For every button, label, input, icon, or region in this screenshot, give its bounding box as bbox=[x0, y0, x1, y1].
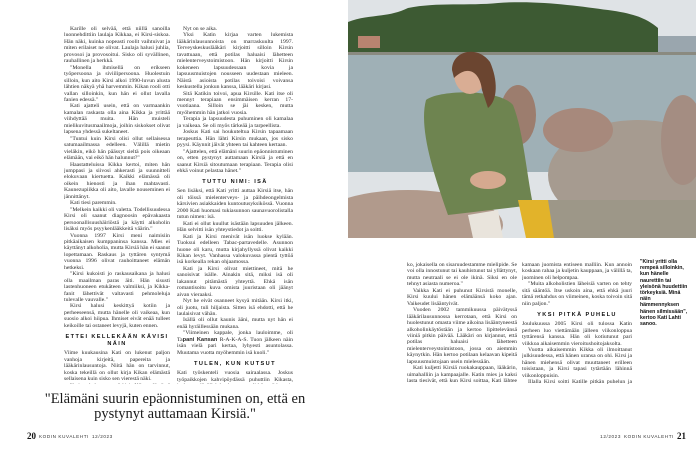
body-paragraph: Kati tiesi paremmin. bbox=[70, 200, 117, 207]
right-footer bbox=[600, 431, 686, 441]
body-paragraph: Yksi Katin kirjaa varten lukemista lääkärinlausunnoista on marraskuulta 1997. Terveyskeskuslääkäri kirjoitti silloin Kirsin tavattuaan, että potilas haluaisi lähetteen mielenterveystoimistoon. Hän kirjoitti Kirsin kokeneen lapsuudessaan kovia ja lapsuusmuistojen nousseen uudestaan mieleen. Näistä asioista potilas toivoisi voivansa keskustella jonkun kanssa, lääkäri kirjasi. bbox=[177, 32, 293, 91]
body-paragraph: "Monella ihmisellä on erikseen työpersoona ja siviilipersoona. Huolestuin silloin, kun aito Kirsi alkoi 1990-luvun alusta lähtien näkyä yhä harvemmin. Kikan rooli otti vallan silloinkin, kun hän ei ollut lavalla fanien edessä." bbox=[64, 64, 170, 103]
body-paragraph: Isällä oli ollut kaunis ääni, mutta nyt hän ei enää hyräillessään mukana. bbox=[177, 317, 293, 330]
body-paragraph: Terapia ja lapsuudesta puhuminen oli kamalaa ja vaikeaa. Se oli myös tärkeää ja tarpeellista. bbox=[177, 116, 293, 129]
section-subheading: YKSI PITKÄ PUHELU bbox=[537, 312, 617, 319]
photo-house bbox=[358, 36, 380, 48]
body-paragraph: Viime kuukausina Kati on lukenut paljon vanhoja kirjeitä, papereita ja lääkärinlausuntoja. Niitä hän on tarvinnut, koska tekeillä on ollut kirja Kikan elämästä sellaisena kuin sisko sen vierestä näki. bbox=[64, 350, 170, 383]
body-paragraph: Kati kuljetti Kirsiä ruokakauppaan, lääkärin, uimahalliin ja kampaajalle. Katin mies ja kaksi lasta tiesivät, että kun Kirsi soittaa, Kati lähtee bbox=[407, 365, 517, 385]
left-column-2 bbox=[177, 26, 293, 384]
section-subheading: TUTTU NIMI: ISÄ bbox=[202, 179, 268, 186]
page-number: 21 bbox=[677, 431, 686, 441]
body-paragraph: Kati ja Kirsi menivät isän luokse kylään. Tuoksui edelleen Tabac-partavedelle. Asunnon huone oli karu, mutta kirjahyllyssä olivat kaikki Kikan levyt. Vanhassa valokuvassa pientä tyttöä isä korkealla rekan ohjaamossa. bbox=[177, 233, 293, 266]
body-paragraph: Kirsi halusi keskittyä kotiin ja perheeseensä, mutta hänelle oli vaikeaa, kun suosio alkoi hiipua. Ihmiset eivät enää tulleet keikoille tai ostaneet levyjä, kuten ennen. bbox=[64, 303, 170, 329]
body-paragraph bbox=[64, 383, 170, 384]
section-subheading: TULEN, KUN KUTSUT bbox=[194, 361, 276, 368]
body-paragraph: Kati ja Kirsi olivat miettineet, mitä he sanoisivat isälle. Ainakin sitä, miksi isä oli lakannut pitämästä yhteyttä. Ehkä isän romantisoitu kuva omista juuristaan oli jäänyt aivan vieraaksi. bbox=[177, 265, 293, 298]
body-paragraph: "Tuntui kuin Kirsi olisi ollut sellaisessa satumaailmassa edelleen. Välillä mietin vieläkin, eikö hän päässyt sieltä pois oikeaan elämään, vai eikö hän halunnut?" bbox=[64, 135, 170, 162]
body-paragraph: Kati ei ollut kuullut isästään lapsuuden jälkeen. Hän selvitti isän yhteystiedot ja soitti. bbox=[177, 220, 293, 234]
issue-number: 12/2023 bbox=[600, 433, 621, 439]
section-subheading: ETTEI KELLEKÄÄN KÄVISI NÄIN bbox=[65, 334, 169, 348]
photo-buildings bbox=[658, 36, 696, 52]
body-paragraph: Kati työskenteli vuosia sairaalassa. Joskus työpaikkojen kahvipöydässä puhuttiin Kikasta, bbox=[177, 370, 293, 383]
body-paragraph: Karille oli selvää, että niillä sanoilla luonnehdittiin laulaja Kikkaa, ei Kirsi-siskoa. Hän näki, kuinka nopeasti roolit vaihtuivat ja miten erilaiset ne olivat. Laulaja halusi juhlia, provosoi ja provosoitui. Sisko oli syvällinen, rauhallinen ja herkkä. bbox=[64, 26, 170, 65]
body-paragraph: Sitä Katikin toivoi, apua Kirsille. Kati itse oli mennyt terapiaan ensimmäisen kerran 17-vuotiaana. Silloin se jäi kesken, mutta myöhemmin hän jatkoi vuosia. bbox=[177, 90, 293, 116]
right-column-2 bbox=[522, 262, 632, 385]
body-paragraph: "Muita alkoholistien läheisiä varten on tehty sitä sääntöä. Itse uskoin aina, että ehkä juuri tämä retkahdus on viimeinen, koska toivoin sitä niin paljon." bbox=[522, 281, 632, 307]
body-paragraph: "Kirsi kukoisti jo raskausaikana ja halusi olla maailman paras äiti. Hän sisusti lastenhuoneen etukäteen valmiiksi, ja Kikka-fanit lähettivät valtavasti pehmoleluja tulevalle vauvalle." bbox=[64, 271, 170, 304]
body-paragraph: Illalla Kirsi soitti Katille pitkän puhelun ja bbox=[528, 379, 632, 385]
body-paragraph bbox=[177, 330, 293, 356]
body-paragraph: "Ajattelen, että elämäni suurin epäonnistuminen on, etten pystynyt auttamaan Kirsiä ja että en saanut Kirsiä sitoutumaan terapiaan. Terapia olisi ehkä voinut pelastaa hänet." bbox=[177, 148, 293, 174]
body-paragraph: Vaikka Kati ei puhunut Kirsistä monelle, Kirsi kuului hänen elämäänsä koko ajan. Vaikeudet lisääntyivät. bbox=[407, 287, 517, 307]
magazine-name: KODIN KUVALEHTI bbox=[39, 433, 90, 439]
body-paragraph: Sen lisäksi, että Kati yritti auttaa Kirsiä itse, hän oli töissä mielenterveys- ja päihdeongelmista kärsivien asiakkaiden kuntoutusyksikössä. Vuonna 2000 Kati huomasi tukiasunnon saunavuorolistalla tutun nimen: isä. bbox=[177, 188, 293, 221]
text-segment: R-A-K-A-S. Tuon jälkeen näin isän vielä pari kertaa, lyhyesti asuntolassa. Muutama vuotta myöhemmin isä kuoli." bbox=[177, 336, 293, 356]
body-paragraph: Haastatteluissa Kikka kertoi, miten hän jumppasi ja siivosi ahkerasti ja suunnitteli elokuvaan kiertuetta. Kaikki elämässä oli oikein hienosti ja ihan mahtavasti. Kaunezupiikka oli aito, lavalle nouseminen ei jännittänyt. bbox=[64, 161, 170, 200]
body-paragraph: Vuonna 1997 Kirsi meni naimisiin pitkäaikaisen kumppaninsa kanssa. Mies ei käyttänyt alkoholia, mutta Kirsiä hän ei saanut lopettamaan. Raskaus ja tyttären syntymä vuonna 1996 olivat rauhoittaneet elämän hetkeksi. bbox=[64, 232, 170, 271]
body-paragraph: Vuoden 2002 tammikuussa päivätyssä lääkärilausunnossa kerrotaan, että Kirsi on huolestunut omasta viime aikoina lisääntyneestä alkoholinkäytöstään ja kertoo lipittelevänsä viiniä pitkin päivää. Lääkäri on kirjannut, että potilas haluaisi lähetteen mielenterveystoimistoon, jossa on aiemmin käynytkin. Hän kertoo potilaan kelaavan kipeitä lapsuusmuistojaan usein mielessään. bbox=[407, 307, 517, 365]
magazine-name: KODIN KUVALEHTI bbox=[623, 433, 674, 439]
side-quote: "Kirsi yritti olla rempeä silloinkin, kun hänelle naurettiin tai yleisönä huudettiin törkeyksiä. Minä näin hämmennyksen hänen silmissään", kertoo Kati Lahti sanoo. bbox=[640, 259, 688, 328]
body-paragraph: Joskus Kati sai houkuteltua Kirsin tapaamaan terapeuttia. Hän lähti Kirsin mukaan, jos sisko pyysi. Käynnit jäivät yhteen tai kahteen kertaan. bbox=[177, 129, 293, 149]
left-footer bbox=[27, 431, 113, 441]
body-paragraph: kamaan juomista entiseen malliin. Kun annoin koskaan rahaa ja kuljetin kauppaan, ja välillä ta, juominen oli helpompaa. bbox=[522, 262, 632, 281]
body-paragraph: Nyt on se aika. bbox=[183, 26, 218, 32]
body-paragraph: "Melkein kaikki oli valetta. Todellisuudessa Kirsi oli saanut diagnoosin epävakaasta persoonallisuushäiriöstä ja käytti alkoholin lisäksi myös psyykenlääkkeitä väärin." bbox=[64, 206, 170, 233]
portrait-photo bbox=[348, 0, 696, 238]
body-paragraph: ko, jokaisella on sisaruudestamme mielipide. Se voi olla innostunut tai kauhistunut tai yllättynyt, mutta neutraali se ei ole ikinä. Siksi en ole tehnyt asiasta numeroa." bbox=[407, 262, 517, 288]
body-paragraph: Joulukuussa 2005 Kirsi oli tulossa Katin perheen luo viettämään jälleen viikonloppua tyttärensä kanssa. Hän oli kotiutunut pari viikkoa aikaisemmin vieroitushoitojaksolta. bbox=[522, 321, 632, 347]
body-paragraph: Nyt he eivät osanneet kysyä mitään. Kirsi itki, oli juotu, tuli hiljaista. Sitten isä ehdotti, että he laulaisivat vähän. bbox=[177, 298, 293, 318]
pull-quote: "Elämäni suurin epäonnistuminen on, että en pystynyt auttamaan Kirsiä." bbox=[44, 391, 306, 422]
right-column-1 bbox=[407, 262, 517, 385]
body-paragraph: Vuotta aikaisemmin Kikka oli ilmoittanut julkisuudessa, että hänen uransa on ohi. Kirsi ja hänen miehensä olivat muuttaneet erilleen toisistaan, ja Kirsi tapasi tytärtään lähinnä viikonloppuisin. bbox=[522, 346, 632, 379]
issue-number: 12/2023 bbox=[92, 433, 113, 439]
text-segment: "Viimeinen kappale, jonka lauloimme, oli Ta bbox=[177, 330, 293, 343]
body-paragraph: Kati ajatteli usein, että on varmaankin kamalan raskasta olla aina Kikka ja yrittää viihdyttää muita. Hän muisteli mielikuvitusmaailmoja, joihin siskokset olivat lapsena yhdessä sukeltaneet. bbox=[64, 103, 170, 136]
page-number: 20 bbox=[27, 431, 36, 441]
left-column-1 bbox=[64, 26, 170, 384]
bold-text: pani Kansan bbox=[182, 336, 218, 343]
